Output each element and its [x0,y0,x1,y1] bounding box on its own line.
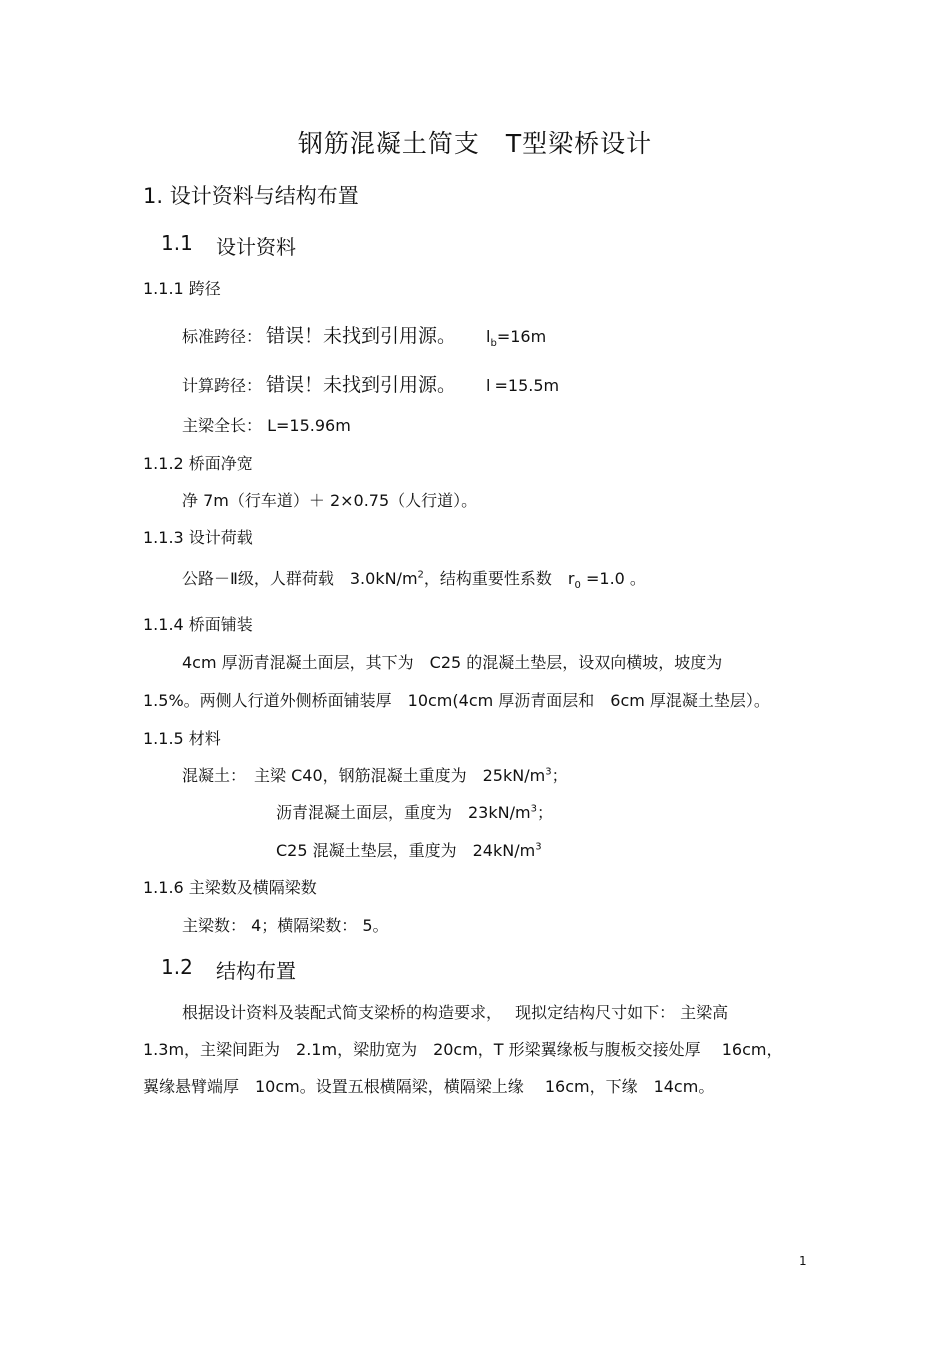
calc-span-symbol: l [486,376,491,395]
material-line-3-text: C25 混凝土垫层，重度为 24kN/m [276,841,536,860]
section-1-1-4-heading: 1.1.4 桥面铺装 [143,615,253,634]
section-1-1-5-heading: 1.1.5 材料 [143,729,221,748]
paving-line-1: 4cm 厚沥青混凝土面层，其下为 C25 的混凝土垫层，设双向横坡，坡度为 [182,653,723,672]
standard-span-value: =16m [496,327,547,346]
standard-span-line [182,321,546,349]
page-number: 1 [799,1254,807,1268]
design-load-part-b: ，结构重要性系数 r [423,569,575,588]
design-load-text [182,566,646,591]
calc-span-label: 计算跨径： [182,376,263,395]
material-line-1-end: ； [551,766,568,785]
total-length-line: 主梁全长： L=15.96m [182,416,351,435]
paving-line-2: 1.5%。两侧人行道外侧桥面铺装厚 10cm(4cm 厚沥青面层和 6cm 厚混凝土垫层）。 [143,691,770,710]
layout-line-1: 根据设计资料及装配式简支梁桥的构造要求， 现拟定结构尺寸如下： 主梁高 [182,1003,729,1022]
section-1-1-3-heading: 1.1.3 设计荷载 [143,528,253,547]
material-line-2-superscript: 3 [530,803,537,815]
design-load-superscript: 2 [417,569,424,581]
material-line-1 [182,763,568,786]
material-line-3 [276,838,542,861]
calc-span-line [182,370,559,397]
section-1-1-number: 1.1 [161,231,193,255]
section-1-1-1-heading: 1.1.1 跨径 [143,279,221,298]
layout-line-2: 1.3m，主梁间距为 2.1m，梁肋宽为 20cm，T 形梁翼缘板与腹板交接处厚 16cm， [143,1040,783,1059]
material-line-2-end: ； [536,803,553,822]
design-load-part-c: =1.0 。 [580,569,646,588]
section-1-1-2-heading: 1.1.2 桥面净宽 [143,454,253,473]
calc-span-value: =15.5m [494,376,560,395]
section-1-1-6-heading: 1.1.6 主梁数及横隔梁数 [143,878,317,897]
section-1-2-number: 1.2 [161,955,193,979]
calc-span-error: 错误！未找到引用源。 [266,374,457,396]
section-1-2-heading: 结构布置 [216,959,296,983]
section-1-heading: 1. 设计资料与结构布置 [143,184,359,208]
material-line-2 [276,800,553,823]
standard-span-subscript: b [490,338,497,350]
design-load-part-a: 公路－Ⅱ级，人群荷载 3.0kN/m [182,569,418,588]
standard-span-error: 错误！未找到引用源。 [266,325,457,347]
beam-count-text: 主梁数： 4；横隔梁数： 5。 [182,916,389,935]
section-1-1-heading: 设计资料 [216,235,296,259]
material-line-1-text: 混凝土： 主梁 C40，钢筋混凝土重度为 25kN/m [182,766,546,785]
standard-span-symbol: l [486,327,491,346]
deck-width-text: 净 7m（行车道）＋ 2×0.75（人行道）。 [182,491,478,510]
standard-span-label: 标准跨径： [182,327,263,346]
material-line-2-text: 沥青混凝土面层，重度为 23kN/m [276,803,531,822]
material-line-3-superscript: 3 [535,841,542,853]
material-line-1-superscript: 3 [545,766,552,778]
document-title: 钢筋混凝土简支 T型梁桥设计 [297,129,653,158]
design-load-subscript: 0 [574,580,581,592]
layout-line-3: 翼缘悬臂端厚 10cm。设置五根横隔梁，横隔梁上缘 16cm，下缘 14cm。 [143,1077,715,1096]
